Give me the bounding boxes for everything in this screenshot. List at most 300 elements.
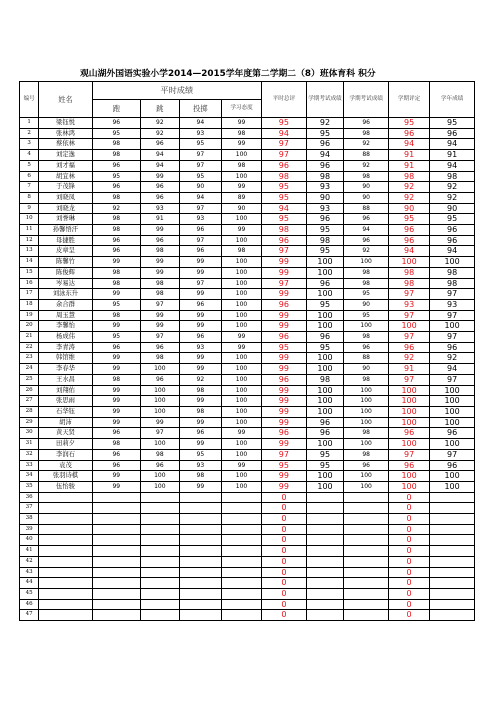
cell-throw: 90 bbox=[179, 182, 221, 193]
cell-evaluation: 98 bbox=[344, 332, 389, 343]
cell-jump bbox=[140, 556, 179, 567]
cell-final-eval: 92 bbox=[389, 182, 430, 193]
cell-index: 18 bbox=[20, 299, 39, 310]
cell-attitude: 100 bbox=[222, 321, 262, 332]
cell-year-score: 97 bbox=[430, 374, 475, 385]
cell-exam: 98 bbox=[306, 235, 344, 246]
cell-index: 34 bbox=[20, 471, 39, 482]
cell-name: 张思雨 bbox=[39, 396, 92, 407]
cell-final-eval: 91 bbox=[389, 150, 430, 161]
cell-exam: 95 bbox=[306, 299, 344, 310]
cell-run: 98 bbox=[92, 139, 140, 150]
cell-exam bbox=[306, 503, 344, 514]
cell-name bbox=[39, 588, 92, 599]
cell-evaluation: 98 bbox=[344, 128, 389, 139]
cell-run: 99 bbox=[92, 257, 140, 268]
grade-table bbox=[19, 81, 475, 621]
cell-regular-total: 95 bbox=[261, 118, 306, 129]
cell-regular-total: 96 bbox=[261, 160, 306, 171]
cell-index: 25 bbox=[20, 374, 39, 385]
cell-jump: 99 bbox=[140, 267, 179, 278]
cell-name bbox=[39, 492, 92, 503]
table-row bbox=[20, 203, 475, 214]
cell-final-eval: 91 bbox=[389, 160, 430, 171]
cell-attitude: 100 bbox=[222, 289, 262, 300]
cell-jump: 100 bbox=[140, 406, 179, 417]
cell-exam: 95 bbox=[306, 342, 344, 353]
cell-throw: 95 bbox=[179, 449, 221, 460]
table-row bbox=[20, 171, 475, 182]
cell-regular-total: 99 bbox=[261, 396, 306, 407]
cell-jump: 96 bbox=[140, 182, 179, 193]
cell-year-score bbox=[430, 535, 475, 546]
header-index: 编号 bbox=[20, 82, 39, 118]
cell-name: 胡沛 bbox=[39, 417, 92, 428]
cell-regular-total: 0 bbox=[261, 610, 306, 621]
table-row bbox=[20, 257, 475, 268]
cell-jump bbox=[140, 567, 179, 578]
cell-year-score: 96 bbox=[430, 235, 475, 246]
cell-final-eval: 96 bbox=[389, 128, 430, 139]
table-row bbox=[20, 374, 475, 385]
cell-regular-total: 0 bbox=[261, 514, 306, 525]
cell-throw: 99 bbox=[179, 321, 221, 332]
cell-name: 陈馨竹 bbox=[39, 257, 92, 268]
cell-index: 2 bbox=[20, 128, 39, 139]
cell-final-eval: 100 bbox=[389, 396, 430, 407]
cell-index: 9 bbox=[20, 203, 39, 214]
cell-throw bbox=[179, 524, 221, 535]
cell-year-score: 96 bbox=[430, 342, 475, 353]
cell-throw bbox=[179, 546, 221, 557]
table-row bbox=[20, 406, 475, 417]
cell-run bbox=[92, 610, 140, 621]
cell-jump: 99 bbox=[140, 310, 179, 321]
cell-attitude: 100 bbox=[222, 353, 262, 364]
cell-jump: 96 bbox=[140, 235, 179, 246]
table-row bbox=[20, 225, 475, 236]
cell-year-score: 94 bbox=[430, 246, 475, 257]
cell-jump bbox=[140, 492, 179, 503]
cell-throw: 99 bbox=[179, 267, 221, 278]
cell-final-eval: 100 bbox=[389, 321, 430, 332]
cell-attitude: 99 bbox=[222, 139, 262, 150]
cell-final-eval: 0 bbox=[389, 546, 430, 557]
cell-throw: 97 bbox=[179, 203, 221, 214]
cell-final-eval: 97 bbox=[389, 310, 430, 321]
cell-name: 袁茂 bbox=[39, 460, 92, 471]
cell-index: 8 bbox=[20, 192, 39, 203]
cell-jump: 98 bbox=[140, 246, 179, 257]
cell-exam bbox=[306, 524, 344, 535]
cell-final-eval: 0 bbox=[389, 514, 430, 525]
cell-run: 96 bbox=[92, 342, 140, 353]
cell-name: 伍怡骏 bbox=[39, 481, 92, 492]
cell-evaluation bbox=[344, 514, 389, 525]
cell-regular-total: 95 bbox=[261, 214, 306, 225]
cell-regular-total: 94 bbox=[261, 128, 306, 139]
table-row bbox=[20, 417, 475, 428]
cell-run: 98 bbox=[92, 439, 140, 450]
cell-final-eval: 0 bbox=[389, 610, 430, 621]
cell-regular-total: 94 bbox=[261, 203, 306, 214]
table-row bbox=[20, 449, 475, 460]
cell-throw: 94 bbox=[179, 192, 221, 203]
cell-regular-total: 95 bbox=[261, 192, 306, 203]
cell-final-eval: 95 bbox=[389, 118, 430, 129]
cell-attitude bbox=[222, 503, 262, 514]
cell-final-eval: 98 bbox=[389, 278, 430, 289]
cell-exam: 95 bbox=[306, 449, 344, 460]
cell-attitude: 100 bbox=[222, 278, 262, 289]
cell-regular-total: 0 bbox=[261, 492, 306, 503]
cell-throw bbox=[179, 503, 221, 514]
cell-attitude: 100 bbox=[222, 310, 262, 321]
cell-regular-total: 97 bbox=[261, 246, 306, 257]
cell-run: 95 bbox=[92, 171, 140, 182]
table-row bbox=[20, 471, 475, 482]
cell-year-score: 100 bbox=[430, 439, 475, 450]
cell-jump: 100 bbox=[140, 364, 179, 375]
cell-exam: 100 bbox=[306, 471, 344, 482]
cell-name: 刘翔佑 bbox=[39, 385, 92, 396]
cell-index: 4 bbox=[20, 150, 39, 161]
cell-name: 李青涛 bbox=[39, 342, 92, 353]
cell-evaluation: 90 bbox=[344, 192, 389, 203]
cell-run: 96 bbox=[92, 428, 140, 439]
cell-index: 40 bbox=[20, 535, 39, 546]
cell-name bbox=[39, 503, 92, 514]
cell-index: 15 bbox=[20, 267, 39, 278]
cell-year-score bbox=[430, 556, 475, 567]
cell-regular-total: 97 bbox=[261, 139, 306, 150]
cell-evaluation: 100 bbox=[344, 481, 389, 492]
cell-index: 17 bbox=[20, 289, 39, 300]
table-row bbox=[20, 289, 475, 300]
cell-final-eval: 100 bbox=[389, 257, 430, 268]
cell-name: 李春华 bbox=[39, 364, 92, 375]
cell-attitude: 100 bbox=[222, 385, 262, 396]
cell-final-eval: 96 bbox=[389, 428, 430, 439]
cell-run bbox=[92, 578, 140, 589]
cell-index: 12 bbox=[20, 235, 39, 246]
cell-throw: 93 bbox=[179, 128, 221, 139]
cell-run: 99 bbox=[92, 385, 140, 396]
cell-final-eval: 94 bbox=[389, 246, 430, 257]
cell-index: 32 bbox=[20, 449, 39, 460]
cell-jump bbox=[140, 514, 179, 525]
table-row bbox=[20, 332, 475, 343]
cell-jump bbox=[140, 524, 179, 535]
cell-evaluation: 95 bbox=[344, 310, 389, 321]
cell-throw: 97 bbox=[179, 235, 221, 246]
cell-final-eval: 100 bbox=[389, 385, 430, 396]
cell-index: 33 bbox=[20, 460, 39, 471]
cell-evaluation: 98 bbox=[344, 374, 389, 385]
cell-regular-total: 0 bbox=[261, 556, 306, 567]
table-row bbox=[20, 556, 475, 567]
table-row bbox=[20, 503, 475, 514]
table-row bbox=[20, 610, 475, 621]
cell-index: 47 bbox=[20, 610, 39, 621]
cell-evaluation bbox=[344, 610, 389, 621]
cell-year-score: 97 bbox=[430, 310, 475, 321]
cell-evaluation: 92 bbox=[344, 246, 389, 257]
cell-attitude bbox=[222, 492, 262, 503]
cell-exam bbox=[306, 610, 344, 621]
cell-exam: 100 bbox=[306, 257, 344, 268]
cell-exam: 98 bbox=[306, 171, 344, 182]
cell-year-score: 95 bbox=[430, 214, 475, 225]
cell-throw: 99 bbox=[179, 439, 221, 450]
cell-jump: 96 bbox=[140, 374, 179, 385]
cell-name bbox=[39, 578, 92, 589]
cell-name: 梁钰悦 bbox=[39, 118, 92, 129]
cell-exam bbox=[306, 567, 344, 578]
cell-run bbox=[92, 567, 140, 578]
cell-final-eval: 96 bbox=[389, 460, 430, 471]
cell-name: 蔡依林 bbox=[39, 139, 92, 150]
cell-attitude: 100 bbox=[222, 374, 262, 385]
cell-final-eval: 95 bbox=[389, 214, 430, 225]
sheet-title: 观山湖外国语实验小学2014—2015学年度第二学期二（8）班体育科 积分 bbox=[80, 69, 376, 79]
cell-year-score: 100 bbox=[430, 417, 475, 428]
cell-evaluation: 88 bbox=[344, 203, 389, 214]
table-row bbox=[20, 192, 475, 203]
cell-run bbox=[92, 535, 140, 546]
header-evaluation: 学期考试成绩 bbox=[344, 82, 389, 118]
cell-throw: 98 bbox=[179, 385, 221, 396]
cell-attitude: 100 bbox=[222, 150, 262, 161]
cell-evaluation: 98 bbox=[344, 428, 389, 439]
cell-evaluation: 96 bbox=[344, 460, 389, 471]
cell-attitude bbox=[222, 567, 262, 578]
cell-regular-total: 99 bbox=[261, 471, 306, 482]
cell-index: 7 bbox=[20, 182, 39, 193]
cell-year-score: 94 bbox=[430, 364, 475, 375]
cell-run: 98 bbox=[92, 310, 140, 321]
cell-run bbox=[92, 556, 140, 567]
cell-final-eval: 96 bbox=[389, 235, 430, 246]
cell-final-eval: 92 bbox=[389, 353, 430, 364]
cell-exam: 100 bbox=[306, 406, 344, 417]
cell-evaluation: 98 bbox=[344, 267, 389, 278]
cell-regular-total: 99 bbox=[261, 406, 306, 417]
cell-throw: 99 bbox=[179, 364, 221, 375]
cell-name: 张羽诗棋 bbox=[39, 471, 92, 482]
cell-name: 孙馨悟汗 bbox=[39, 225, 92, 236]
cell-throw: 94 bbox=[179, 118, 221, 129]
cell-exam: 100 bbox=[306, 321, 344, 332]
cell-regular-total: 96 bbox=[261, 299, 306, 310]
cell-jump: 100 bbox=[140, 385, 179, 396]
cell-exam: 90 bbox=[306, 192, 344, 203]
cell-index: 36 bbox=[20, 492, 39, 503]
cell-exam bbox=[306, 535, 344, 546]
cell-jump bbox=[140, 610, 179, 621]
table-row bbox=[20, 588, 475, 599]
table-row bbox=[20, 492, 475, 503]
cell-jump: 100 bbox=[140, 396, 179, 407]
cell-final-eval: 90 bbox=[389, 203, 430, 214]
cell-jump bbox=[140, 578, 179, 589]
cell-throw: 96 bbox=[179, 225, 221, 236]
cell-exam: 93 bbox=[306, 203, 344, 214]
cell-evaluation bbox=[344, 535, 389, 546]
cell-evaluation bbox=[344, 578, 389, 589]
cell-final-eval: 91 bbox=[389, 364, 430, 375]
cell-index: 28 bbox=[20, 406, 39, 417]
cell-exam: 100 bbox=[306, 439, 344, 450]
cell-regular-total: 96 bbox=[261, 374, 306, 385]
cell-attitude: 100 bbox=[222, 449, 262, 460]
cell-evaluation: 92 bbox=[344, 160, 389, 171]
cell-final-eval: 100 bbox=[389, 481, 430, 492]
cell-year-score: 97 bbox=[430, 449, 475, 460]
cell-exam bbox=[306, 492, 344, 503]
cell-index: 27 bbox=[20, 396, 39, 407]
cell-attitude: 99 bbox=[222, 182, 262, 193]
cell-run bbox=[92, 524, 140, 535]
cell-run: 96 bbox=[92, 182, 140, 193]
cell-regular-total: 0 bbox=[261, 524, 306, 535]
cell-index: 14 bbox=[20, 257, 39, 268]
cell-regular-total: 99 bbox=[261, 310, 306, 321]
cell-name bbox=[39, 599, 92, 610]
cell-jump: 98 bbox=[140, 353, 179, 364]
cell-attitude bbox=[222, 514, 262, 525]
cell-exam: 96 bbox=[306, 428, 344, 439]
cell-index: 41 bbox=[20, 546, 39, 557]
cell-run bbox=[92, 492, 140, 503]
cell-name: 母捷胜 bbox=[39, 235, 92, 246]
cell-name: 田莉夕 bbox=[39, 439, 92, 450]
cell-run: 95 bbox=[92, 128, 140, 139]
cell-index: 6 bbox=[20, 171, 39, 182]
cell-name: 黄天贤 bbox=[39, 428, 92, 439]
cell-final-eval: 100 bbox=[389, 406, 430, 417]
cell-evaluation: 100 bbox=[344, 396, 389, 407]
cell-exam: 100 bbox=[306, 396, 344, 407]
cell-attitude: 100 bbox=[222, 257, 262, 268]
table-row bbox=[20, 160, 475, 171]
cell-jump: 96 bbox=[140, 342, 179, 353]
cell-regular-total: 99 bbox=[261, 364, 306, 375]
cell-throw bbox=[179, 556, 221, 567]
cell-attitude: 89 bbox=[222, 192, 262, 203]
cell-jump: 92 bbox=[140, 128, 179, 139]
cell-evaluation bbox=[344, 546, 389, 557]
cell-attitude: 98 bbox=[222, 246, 262, 257]
table-row bbox=[20, 310, 475, 321]
cell-year-score: 97 bbox=[430, 332, 475, 343]
table-row bbox=[20, 267, 475, 278]
cell-jump: 97 bbox=[140, 428, 179, 439]
cell-exam: 100 bbox=[306, 364, 344, 375]
cell-index: 1 bbox=[20, 118, 39, 129]
cell-index: 29 bbox=[20, 417, 39, 428]
grade-table-body bbox=[20, 118, 475, 621]
cell-throw: 97 bbox=[179, 278, 221, 289]
cell-exam: 95 bbox=[306, 460, 344, 471]
cell-exam: 96 bbox=[306, 417, 344, 428]
table-row bbox=[20, 385, 475, 396]
cell-jump: 100 bbox=[140, 439, 179, 450]
cell-year-score: 92 bbox=[430, 353, 475, 364]
header-year-score: 学年成绩 bbox=[430, 82, 475, 118]
cell-evaluation bbox=[344, 524, 389, 535]
cell-jump: 98 bbox=[140, 449, 179, 460]
table-row bbox=[20, 150, 475, 161]
cell-year-score bbox=[430, 524, 475, 535]
cell-regular-total: 95 bbox=[261, 182, 306, 193]
cell-attitude: 100 bbox=[222, 417, 262, 428]
cell-attitude: 99 bbox=[222, 460, 262, 471]
cell-final-eval: 0 bbox=[389, 492, 430, 503]
cell-index: 21 bbox=[20, 332, 39, 343]
cell-exam: 95 bbox=[306, 246, 344, 257]
cell-attitude: 98 bbox=[222, 128, 262, 139]
cell-year-score: 94 bbox=[430, 139, 475, 150]
cell-run: 99 bbox=[92, 289, 140, 300]
cell-year-score bbox=[430, 503, 475, 514]
cell-attitude: 100 bbox=[222, 396, 262, 407]
cell-run: 99 bbox=[92, 321, 140, 332]
cell-name: 胡宜林 bbox=[39, 171, 92, 182]
cell-throw: 98 bbox=[179, 406, 221, 417]
cell-throw: 99 bbox=[179, 310, 221, 321]
cell-jump: 98 bbox=[140, 289, 179, 300]
cell-evaluation: 96 bbox=[344, 214, 389, 225]
cell-final-eval: 98 bbox=[389, 171, 430, 182]
cell-index: 44 bbox=[20, 578, 39, 589]
cell-attitude bbox=[222, 610, 262, 621]
table-row bbox=[20, 128, 475, 139]
cell-attitude: 99 bbox=[222, 428, 262, 439]
cell-name: 周玉慧 bbox=[39, 310, 92, 321]
cell-exam bbox=[306, 588, 344, 599]
cell-evaluation: 90 bbox=[344, 182, 389, 193]
cell-attitude bbox=[222, 556, 262, 567]
cell-evaluation: 95 bbox=[344, 289, 389, 300]
table-row bbox=[20, 546, 475, 557]
cell-year-score: 95 bbox=[430, 118, 475, 129]
cell-final-eval: 96 bbox=[389, 225, 430, 236]
cell-evaluation: 90 bbox=[344, 299, 389, 310]
cell-final-eval: 97 bbox=[389, 374, 430, 385]
cell-attitude bbox=[222, 588, 262, 599]
cell-throw: 97 bbox=[179, 150, 221, 161]
cell-year-score: 92 bbox=[430, 192, 475, 203]
cell-evaluation: 94 bbox=[344, 225, 389, 236]
cell-jump: 99 bbox=[140, 171, 179, 182]
cell-name: 李润石 bbox=[39, 449, 92, 460]
cell-regular-total: 96 bbox=[261, 332, 306, 343]
cell-attitude: 100 bbox=[222, 364, 262, 375]
cell-attitude bbox=[222, 578, 262, 589]
cell-attitude: 90 bbox=[222, 203, 262, 214]
cell-attitude: 100 bbox=[222, 439, 262, 450]
cell-year-score: 90 bbox=[430, 203, 475, 214]
cell-run: 96 bbox=[92, 460, 140, 471]
cell-exam: 100 bbox=[306, 481, 344, 492]
cell-index: 43 bbox=[20, 567, 39, 578]
cell-index: 11 bbox=[20, 225, 39, 236]
cell-attitude: 99 bbox=[222, 225, 262, 236]
cell-jump bbox=[140, 546, 179, 557]
cell-regular-total: 99 bbox=[261, 257, 306, 268]
header-throw: 投掷 bbox=[179, 100, 221, 118]
